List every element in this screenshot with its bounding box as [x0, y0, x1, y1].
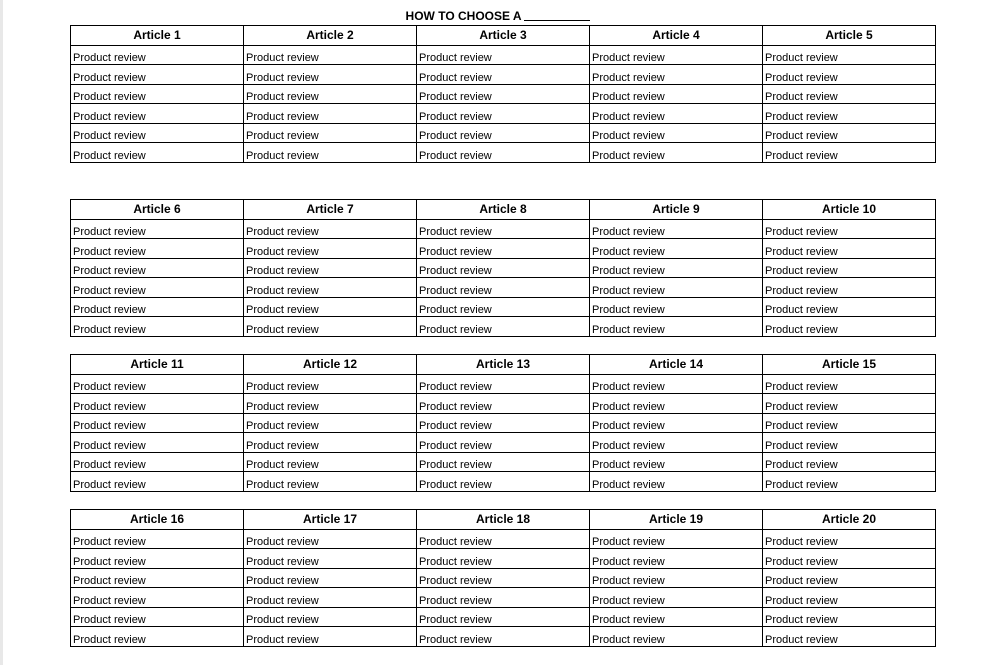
table-cell: Product review — [417, 65, 590, 85]
table-cell: Product review — [590, 65, 763, 85]
table-row — [71, 374, 936, 394]
table-cell: Product review — [71, 374, 244, 394]
table-cell: Product review — [590, 413, 763, 433]
column-header: Article 6 — [71, 200, 244, 220]
table-cell: Product review — [763, 258, 936, 278]
column-header: Article 4 — [590, 26, 763, 46]
table-cell: Product review — [590, 433, 763, 453]
table-cell: Product review — [590, 219, 763, 239]
table-row — [71, 219, 936, 239]
page-left-edge — [0, 0, 3, 665]
column-header: Article 18 — [417, 510, 590, 530]
table-row — [71, 529, 936, 549]
table-cell: Product review — [244, 317, 417, 337]
article-table-4 — [70, 509, 936, 647]
table-cell: Product review — [763, 104, 936, 124]
table-cell: Product review — [590, 452, 763, 472]
table-cell: Product review — [417, 394, 590, 414]
table-cell: Product review — [244, 219, 417, 239]
table-cell: Product review — [763, 452, 936, 472]
header-row — [71, 355, 936, 375]
title-blank-line — [524, 8, 590, 21]
table-cell: Product review — [71, 219, 244, 239]
table-cell: Product review — [417, 278, 590, 298]
table-cell: Product review — [71, 529, 244, 549]
table-cell: Product review — [244, 258, 417, 278]
column-header: Article 14 — [590, 355, 763, 375]
table-cell: Product review — [71, 588, 244, 608]
table-cell: Product review — [417, 258, 590, 278]
table-cell: Product review — [763, 317, 936, 337]
table-cell: Product review — [244, 394, 417, 414]
table-cell: Product review — [417, 219, 590, 239]
table-cell: Product review — [590, 549, 763, 569]
table-cell: Product review — [590, 123, 763, 143]
table-body — [71, 219, 936, 336]
table-cell: Product review — [590, 45, 763, 65]
table-cell: Product review — [763, 143, 936, 163]
table-cell: Product review — [590, 297, 763, 317]
table-cell: Product review — [244, 45, 417, 65]
table-cell: Product review — [763, 123, 936, 143]
table-row — [71, 472, 936, 492]
table-row — [71, 258, 936, 278]
table-row — [71, 65, 936, 85]
table-cell: Product review — [763, 65, 936, 85]
table-cell: Product review — [244, 549, 417, 569]
table-cell: Product review — [244, 433, 417, 453]
header-row — [71, 26, 936, 46]
table-cell: Product review — [244, 297, 417, 317]
table-cell: Product review — [244, 104, 417, 124]
table-cell: Product review — [763, 549, 936, 569]
table-cell: Product review — [244, 472, 417, 492]
article-table-1 — [70, 25, 936, 163]
table-cell: Product review — [71, 143, 244, 163]
table-cell: Product review — [590, 104, 763, 124]
table-cell: Product review — [590, 258, 763, 278]
table-cell: Product review — [763, 433, 936, 453]
table-cell: Product review — [417, 433, 590, 453]
table-cell: Product review — [590, 588, 763, 608]
article-table-2 — [70, 199, 936, 337]
table-cell: Product review — [763, 472, 936, 492]
table-body — [71, 374, 936, 491]
table-cell: Product review — [71, 297, 244, 317]
page-title — [0, 8, 996, 23]
table-cell: Product review — [71, 607, 244, 627]
table-cell: Product review — [763, 219, 936, 239]
table-cell: Product review — [417, 529, 590, 549]
table-cell: Product review — [763, 607, 936, 627]
table-body — [71, 45, 936, 162]
table-cell: Product review — [417, 45, 590, 65]
column-header: Article 13 — [417, 355, 590, 375]
table-cell: Product review — [417, 104, 590, 124]
table-cell: Product review — [590, 143, 763, 163]
table-cell: Product review — [71, 258, 244, 278]
table-cell: Product review — [417, 84, 590, 104]
table-body — [71, 529, 936, 646]
table-cell: Product review — [763, 568, 936, 588]
table-cell: Product review — [244, 413, 417, 433]
table-cell: Product review — [244, 278, 417, 298]
table-row — [71, 239, 936, 259]
table-row — [71, 627, 936, 647]
column-header: Article 2 — [244, 26, 417, 46]
table-cell: Product review — [71, 433, 244, 453]
column-header: Article 11 — [71, 355, 244, 375]
table-row — [71, 413, 936, 433]
table-cell: Product review — [417, 374, 590, 394]
table-cell: Product review — [417, 627, 590, 647]
table-row — [71, 278, 936, 298]
table-cell: Product review — [71, 45, 244, 65]
table-cell: Product review — [244, 123, 417, 143]
table-cell: Product review — [71, 123, 244, 143]
table-cell: Product review — [71, 317, 244, 337]
table-cell: Product review — [590, 278, 763, 298]
table-row — [71, 297, 936, 317]
table-row — [71, 568, 936, 588]
table-cell: Product review — [244, 607, 417, 627]
table-row — [71, 45, 936, 65]
table-row — [71, 317, 936, 337]
table-cell: Product review — [244, 374, 417, 394]
table-cell: Product review — [244, 568, 417, 588]
table-cell: Product review — [590, 568, 763, 588]
table-cell: Product review — [71, 549, 244, 569]
table-cell: Product review — [417, 607, 590, 627]
table-cell: Product review — [590, 607, 763, 627]
table-cell: Product review — [763, 529, 936, 549]
table-cell: Product review — [417, 123, 590, 143]
table-cell: Product review — [590, 374, 763, 394]
table-cell: Product review — [590, 472, 763, 492]
table-cell: Product review — [71, 65, 244, 85]
table-cell: Product review — [71, 239, 244, 259]
table-cell: Product review — [763, 374, 936, 394]
table-cell: Product review — [590, 84, 763, 104]
column-header: Article 17 — [244, 510, 417, 530]
table-cell: Product review — [417, 588, 590, 608]
table-cell: Product review — [590, 529, 763, 549]
table-row — [71, 588, 936, 608]
table-row — [71, 607, 936, 627]
table-cell: Product review — [763, 627, 936, 647]
table-cell: Product review — [417, 549, 590, 569]
table-cell: Product review — [590, 239, 763, 259]
table-cell: Product review — [763, 84, 936, 104]
table-row — [71, 143, 936, 163]
table-cell: Product review — [417, 452, 590, 472]
table-cell: Product review — [417, 568, 590, 588]
column-header: Article 7 — [244, 200, 417, 220]
column-header: Article 12 — [244, 355, 417, 375]
table-cell: Product review — [590, 317, 763, 337]
table-cell: Product review — [244, 588, 417, 608]
table-cell: Product review — [417, 472, 590, 492]
table-cell: Product review — [417, 413, 590, 433]
table-row — [71, 123, 936, 143]
table-cell: Product review — [71, 104, 244, 124]
table-cell: Product review — [244, 84, 417, 104]
table-cell: Product review — [244, 239, 417, 259]
column-header: Article 1 — [71, 26, 244, 46]
table-cell: Product review — [763, 278, 936, 298]
column-header: Article 9 — [590, 200, 763, 220]
table-cell: Product review — [417, 143, 590, 163]
table-cell: Product review — [417, 297, 590, 317]
table-cell: Product review — [71, 472, 244, 492]
table-row — [71, 394, 936, 414]
table-cell: Product review — [417, 317, 590, 337]
table-cell: Product review — [244, 627, 417, 647]
table-cell: Product review — [244, 529, 417, 549]
column-header: Article 3 — [417, 26, 590, 46]
table-cell: Product review — [417, 239, 590, 259]
table-cell: Product review — [763, 45, 936, 65]
table-cell: Product review — [763, 588, 936, 608]
table-cell: Product review — [763, 413, 936, 433]
table-cell: Product review — [244, 452, 417, 472]
table-row — [71, 452, 936, 472]
table-cell: Product review — [244, 143, 417, 163]
header-row — [71, 510, 936, 530]
table-cell: Product review — [71, 278, 244, 298]
article-table-3 — [70, 354, 936, 492]
table-cell: Product review — [71, 413, 244, 433]
table-cell: Product review — [71, 452, 244, 472]
column-header: Article 10 — [763, 200, 936, 220]
column-header: Article 5 — [763, 26, 936, 46]
table-cell: Product review — [763, 239, 936, 259]
column-header: Article 16 — [71, 510, 244, 530]
table-cell: Product review — [71, 627, 244, 647]
header-row — [71, 200, 936, 220]
table-cell: Product review — [71, 568, 244, 588]
table-row — [71, 84, 936, 104]
table-cell: Product review — [763, 297, 936, 317]
table-cell: Product review — [71, 394, 244, 414]
table-cell: Product review — [590, 394, 763, 414]
table-cell: Product review — [590, 627, 763, 647]
table-row — [71, 549, 936, 569]
column-header: Article 15 — [763, 355, 936, 375]
table-cell: Product review — [71, 84, 244, 104]
table-row — [71, 433, 936, 453]
page-title-text: HOW TO CHOOSE A — [405, 9, 522, 23]
table-row — [71, 104, 936, 124]
table-cell: Product review — [763, 394, 936, 414]
column-header: Article 8 — [417, 200, 590, 220]
table-cell: Product review — [244, 65, 417, 85]
column-header: Article 20 — [763, 510, 936, 530]
column-header: Article 19 — [590, 510, 763, 530]
